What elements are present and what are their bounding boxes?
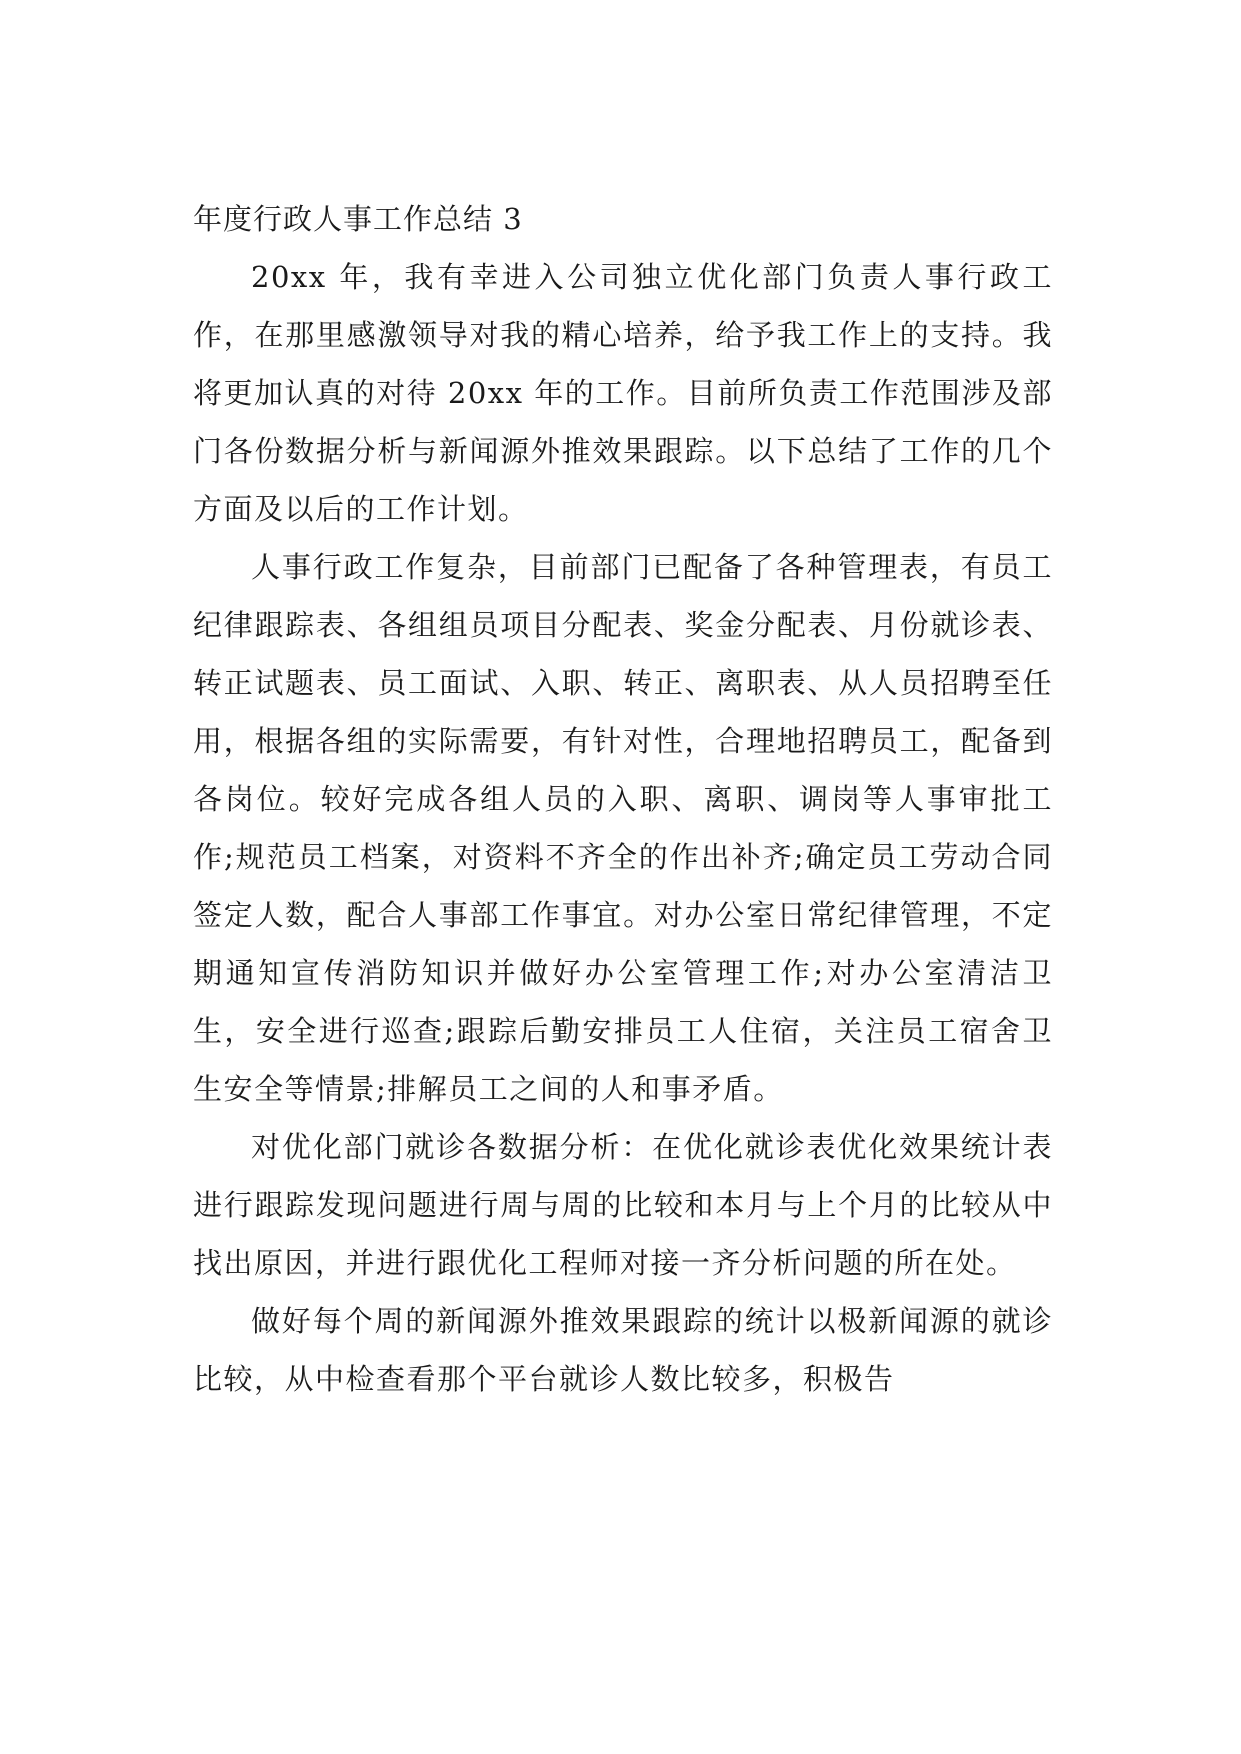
paragraph-hr-admin: 人事行政工作复杂，目前部门已配备了各种管理表，有员工纪律跟踪表、各组组员项目分配表、奖金分配表、月份就诊表、转正试题表、员工面试、入职、转正、离职表、从人员招聘至任用，根据各组的实际需要，有针对性，合理地招聘员工，配备到各岗位。较好完成各组人员的入职、离职、调岗等人事审批工作;规范员工档案，对资料不齐全的作出补齐;确定员工劳动合同签定人数，配合人事部工作事宜。对办公室日常纪律管理，不定期通知宣传消防知识并做好办公室管理工作;对办公室清洁卫生，安全进行巡查;跟踪后勤安排员工人住宿，关注员工宿舍卫生安全等情景;排解员工之间的人和事矛盾。 xyxy=(193,550,1053,1106)
document-title: 年度行政人事工作总结 3 xyxy=(193,202,523,236)
paragraph-data-analysis: 对优化部门就诊各数据分析：在优化就诊表优化效果统计表进行跟踪发现问题进行周与周的比较和本月与上个月的比较从中找出原因，并进行跟优化工程师对接一齐分析问题的所在处。 xyxy=(193,1130,1053,1280)
paragraph-intro: 20xx 年，我有幸进入公司独立优化部门负责人事行政工作，在那里感激领导对我的精心培养，给予我工作上的支持。我将更加认真的对待 20xx 年的工作。目前所负责工作范围涉及部门各份数据分析与新闻源外推效果跟踪。以下总结了工作的几个方面及以后的工作计划。 xyxy=(193,260,1053,526)
paragraph-news-source-tracking: 做好每个周的新闻源外推效果跟踪的统计以极新闻源的就诊比较，从中检查看那个平台就诊人数比较多，积极告 xyxy=(193,1304,1053,1396)
document-body xyxy=(193,190,1053,1408)
